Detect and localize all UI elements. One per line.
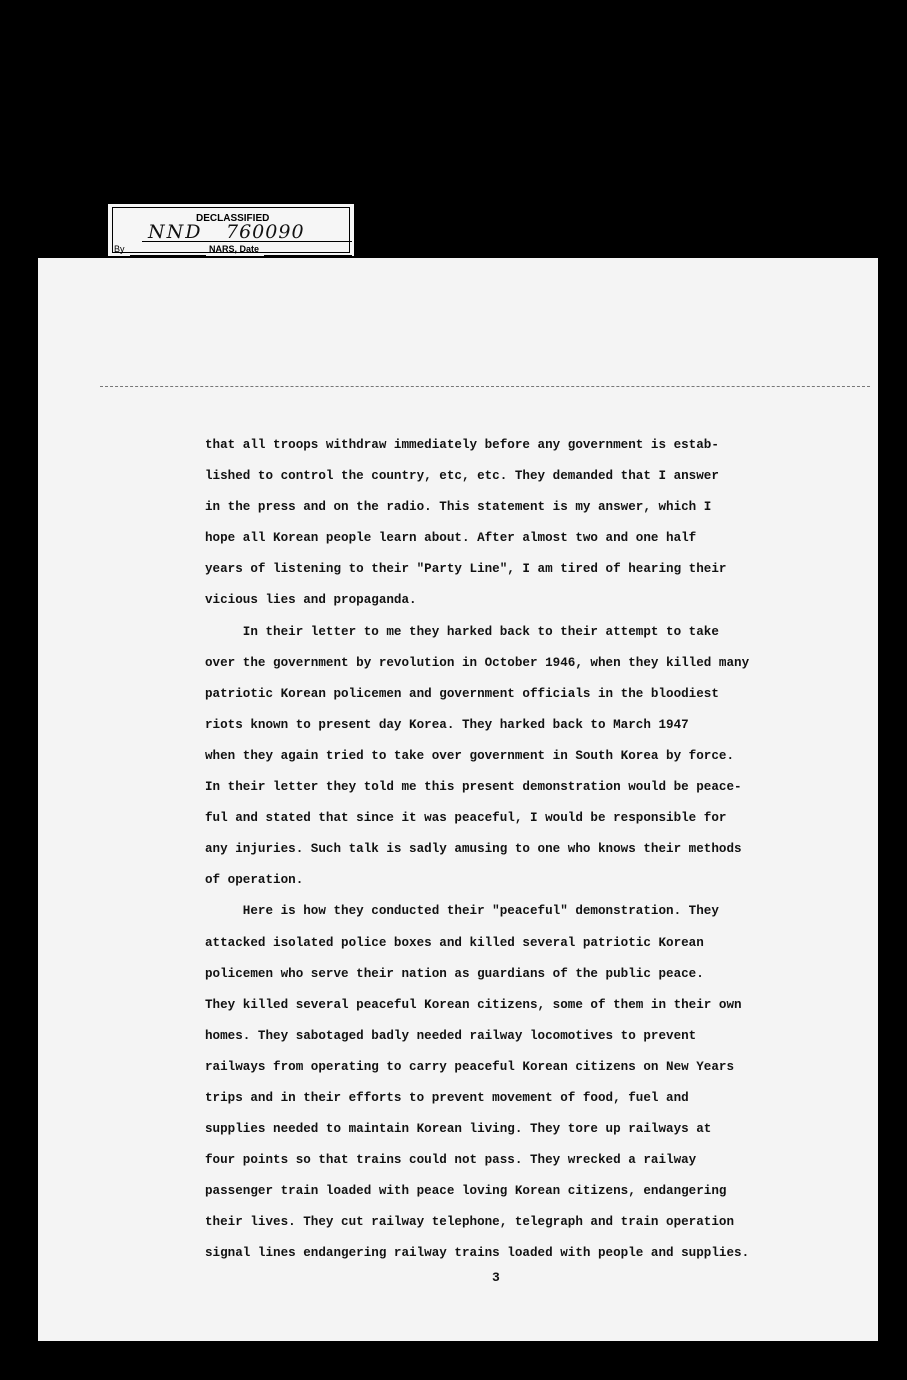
text-line: riots known to present day Korea. They harked back to March 1947 <box>205 717 689 732</box>
text-line: signal lines endangering railway trains loaded with people and supplies. <box>205 1246 750 1261</box>
body-text <box>205 430 795 1270</box>
stamp-number: 760090 <box>226 221 305 243</box>
text-line: in the press and on the radio. This statement is my answer, which I <box>205 500 712 515</box>
text-line: four points so that trains could not pass. They wrecked a railway <box>205 1153 697 1168</box>
stamp-date-line <box>264 255 352 256</box>
text-line: their lives. They cut railway telephone, telegraph and train operation <box>205 1215 735 1230</box>
text-line: passenger train loaded with peace loving Korean citizens, endangering <box>205 1184 727 1199</box>
text-line: hope all Korean people learn about. After almost two and one half <box>205 531 697 546</box>
fold-line <box>100 386 870 387</box>
text-line: vicious lies and propaganda. <box>205 593 417 608</box>
text-line: policemen who serve their nation as guardians of the public peace. <box>205 966 704 981</box>
text-line: ful and stated that since it was peaceful, I would be responsible for <box>205 811 727 826</box>
text-line: patriotic Korean policemen and government officials in the bloodiest <box>205 686 719 701</box>
text-line: railways from operating to carry peaceful Korean citizens on New Years <box>205 1059 735 1074</box>
stamp-title: DECLASSIFIED <box>196 213 270 224</box>
text-line: Here is how they conducted their "peaceful" demonstration. They <box>205 904 719 919</box>
text-line: over the government by revolution in October 1946, when they killed many <box>205 655 750 670</box>
stamp-by-label: By <box>114 244 125 254</box>
text-line: when they again tried to take over government in South Korea by force. <box>205 748 735 763</box>
text-line: They killed several peaceful Korean citizens, some of them in their own <box>205 997 742 1012</box>
text-line: trips and in their efforts to prevent movement of food, fuel and <box>205 1090 689 1105</box>
text-line: homes. They sabotaged badly needed railway locomotives to prevent <box>205 1028 697 1043</box>
text-line: In their letter to me they harked back to their attempt to take <box>205 624 719 639</box>
text-line: years of listening to their "Party Line", I am tired of hearing their <box>205 562 727 577</box>
text-line: of operation. <box>205 873 304 888</box>
text-line: that all troops withdraw immediately before any government is estab- <box>205 438 719 452</box>
stamp-date-label: NARS, Date <box>209 244 260 254</box>
text-line: attacked isolated police boxes and killed several patriotic Korean <box>205 935 704 950</box>
text-line: any injuries. Such talk is sadly amusing to one who knows their methods <box>205 842 742 857</box>
stamp-by-line <box>130 255 206 256</box>
text-line: In their letter they told me this present demonstration would be peace- <box>205 780 742 795</box>
stamp-rule <box>142 241 352 242</box>
text-line: lished to control the country, etc, etc. They demanded that I answer <box>205 469 719 484</box>
text-line: supplies needed to maintain Korean living. They tore up railways at <box>205 1122 712 1137</box>
page-number: 3 <box>492 1270 500 1285</box>
declassification-stamp <box>106 202 356 258</box>
stamp-authority: NND <box>148 221 203 243</box>
